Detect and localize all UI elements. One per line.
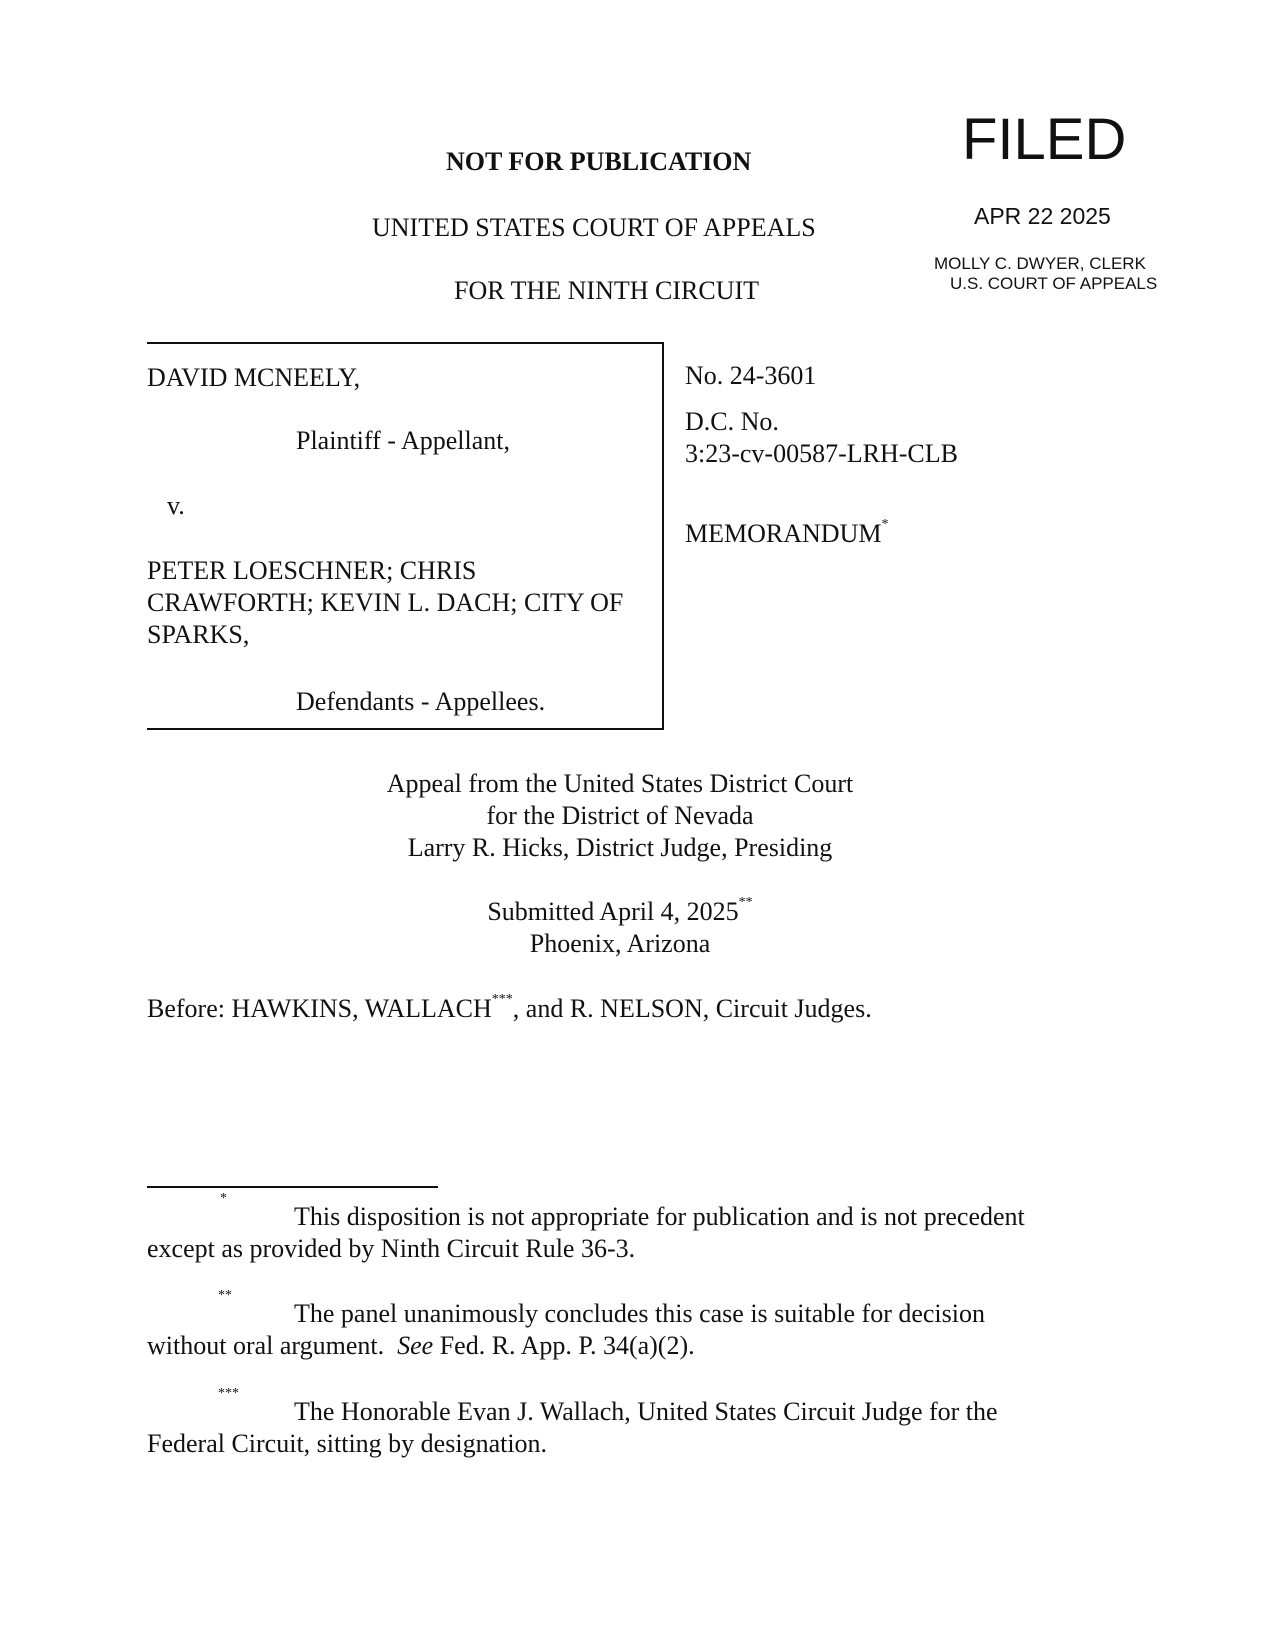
filed-date: APR 22 2025	[974, 203, 1111, 229]
versus: v.	[167, 491, 185, 520]
case-number: No. 24-3601	[685, 361, 817, 390]
footnote-1-mark: *	[220, 1191, 227, 1206]
footnote-1-line-2: except as provided by Ninth Circuit Rule 36-3.	[147, 1234, 636, 1263]
clerk-office: U.S. COURT OF APPEALS	[950, 274, 1158, 293]
district-court-number: 3:23-cv-00587-LRH-CLB	[685, 439, 958, 468]
appeal-line-3: Larry R. Hicks, District Judge, Presiding	[407, 833, 833, 862]
plaintiff-name: DAVID MCNEELY,	[147, 363, 361, 392]
document-type	[685, 518, 888, 550]
submission-location: Phoenix, Arizona	[529, 929, 711, 958]
district-court-label: D.C. No.	[685, 407, 779, 436]
filed-label: FILED	[962, 107, 1127, 172]
panel-line	[147, 993, 872, 1025]
panel-suffix: , and R. NELSON, Circuit Judges.	[512, 994, 872, 1023]
clerk-name: MOLLY C. DWYER, CLERK	[934, 254, 1146, 273]
circuit-name: FOR THE NINTH CIRCUIT	[454, 276, 760, 305]
not-for-publication-heading: NOT FOR PUBLICATION	[446, 147, 752, 176]
court-name: UNITED STATES COURT OF APPEALS	[372, 213, 816, 242]
footnote-2-line-2	[147, 1330, 695, 1362]
footnote-1-line-1: This disposition is not appropriate for publication and is not precedent	[294, 1202, 1025, 1231]
caption-box	[147, 342, 664, 730]
footnote-2-signal: See	[397, 1331, 434, 1360]
footnote-ref-1: *	[881, 517, 889, 533]
submitted-text: Submitted April 4, 2025	[487, 897, 739, 926]
defendants-role: Defendants - Appellees.	[296, 687, 546, 716]
footnote-3-line-1: The Honorable Evan J. Wallach, United States Circuit Judge for the	[294, 1397, 998, 1426]
footnote-2-mark: **	[218, 1288, 232, 1303]
footnote-2-line-1: The panel unanimously concludes this case is suitable for decision	[294, 1299, 985, 1328]
footnote-divider	[147, 1186, 438, 1188]
plaintiff-role: Plaintiff - Appellant,	[296, 426, 510, 455]
footnote-ref-2: **	[738, 895, 753, 911]
footnote-2-text-after: Fed. R. App. P. 34(a)(2).	[433, 1331, 695, 1360]
footnote-3-mark: ***	[218, 1386, 239, 1401]
document-type-label: MEMORANDUM	[685, 519, 882, 548]
defendant-names: PETER LOESCHNER; CHRIS CRAWFORTH; KEVIN L. DACH; CITY OF SPARKS,	[147, 556, 624, 649]
footnote-3-line-2: Federal Circuit, sitting by designation.	[147, 1429, 548, 1458]
appeal-line-2: for the District of Nevada	[486, 801, 754, 830]
footnote-2-text-before: without oral argument.	[147, 1331, 398, 1360]
footnote-ref-3: ***	[491, 992, 513, 1008]
panel-prefix: Before: HAWKINS, WALLACH	[147, 994, 492, 1023]
submitted-date	[0, 896, 1240, 928]
appeal-line-1: Appeal from the United States District Court	[386, 769, 854, 798]
